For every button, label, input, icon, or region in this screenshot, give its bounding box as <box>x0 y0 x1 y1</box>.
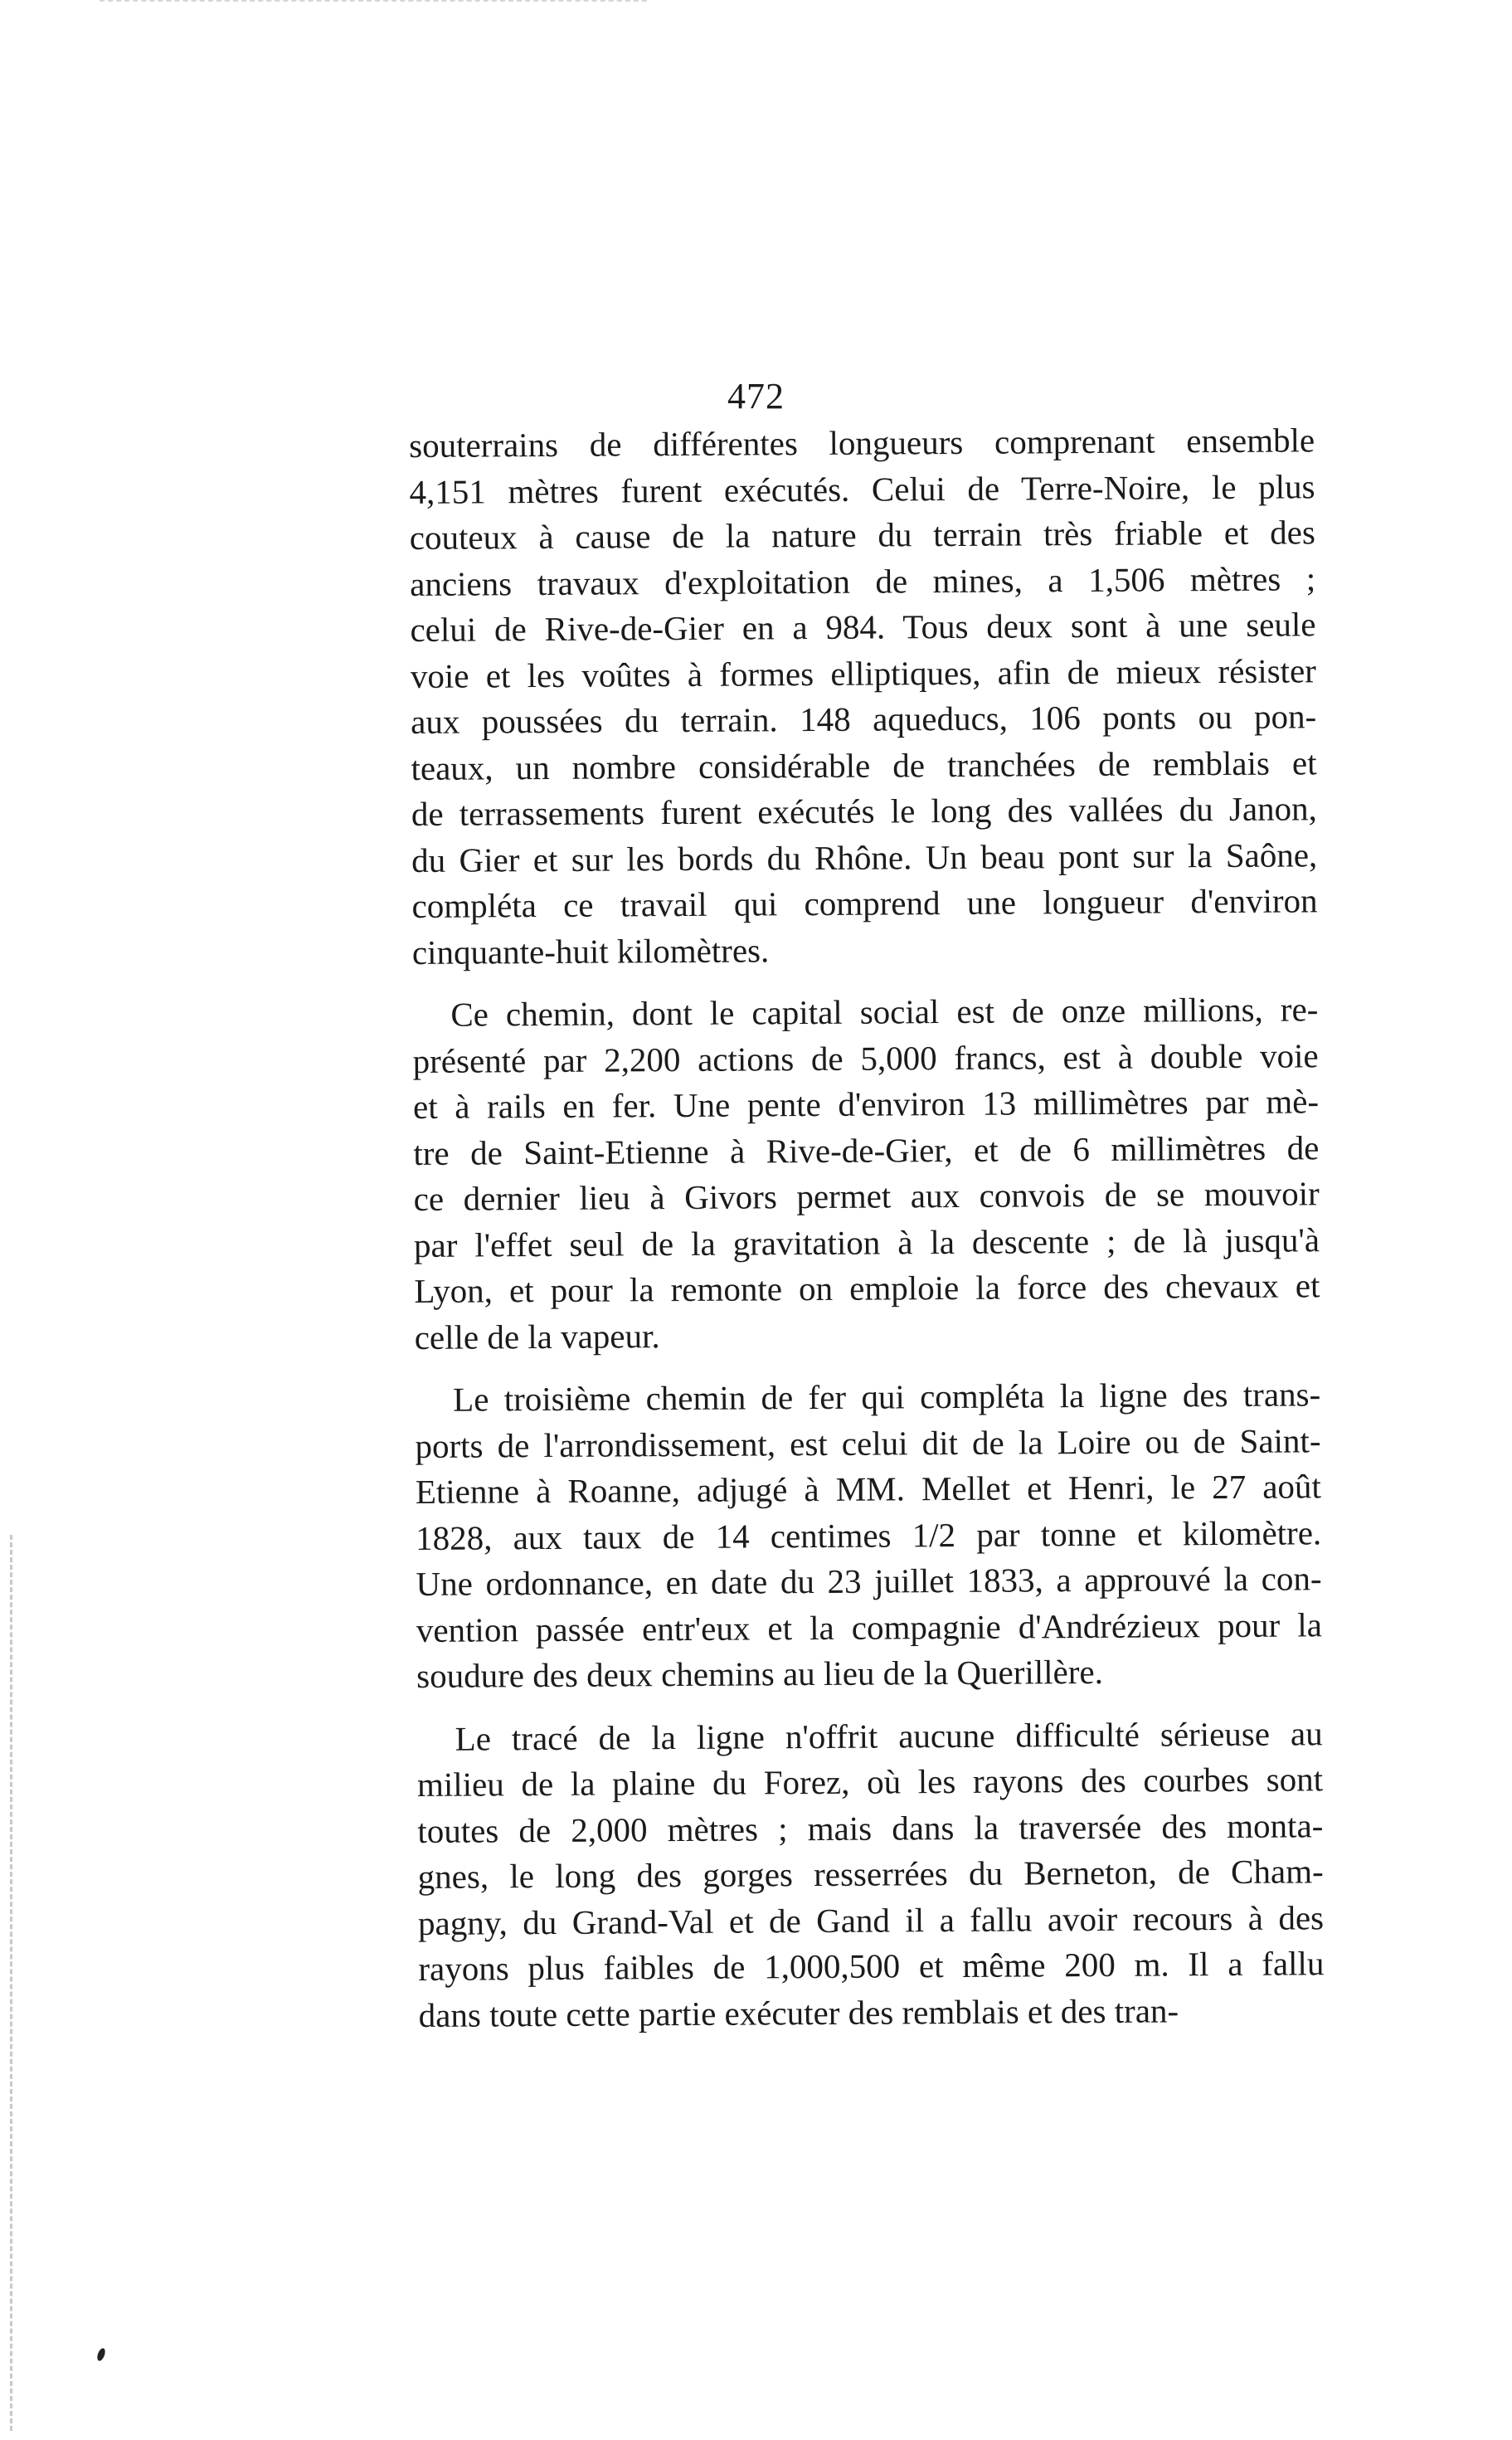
text-line: dans toute cette partie exécuter des remblais et des tran- <box>418 1990 1179 2034</box>
text-line: Une ordonnance, en date du 23 juillet 1833, a approuvé la con- <box>416 1559 1322 1603</box>
text-line: ce dernier lieu à Givors permet aux convois de se mouvoir <box>413 1174 1320 1218</box>
text-line: du Gier et sur les bords du Rhône. Un beau pont sur la Saône, <box>411 835 1318 879</box>
text-line: 4,151 mètres furent exécutés. Celui de Terre-Noire, le plus <box>409 466 1315 511</box>
paragraph <box>412 986 1320 1361</box>
text-line: celui de Rive-de-Gier en a 984. Tous deux sont à une seule <box>410 605 1316 649</box>
text-line: par l'effet seul de la gravitation à la descente ; de là jusqu'à <box>413 1220 1320 1264</box>
text-line: voie et les voûtes à formes elliptiques, afin de mieux résister <box>410 650 1316 695</box>
text-line: soudure des deux chemins au lieu de la Querillère. <box>416 1652 1104 1695</box>
scan-edge-artifact <box>100 0 647 7</box>
text-line: pagny, du Grand-Val et de Gand il a fallu avoir recours à des <box>417 1897 1325 1942</box>
body-text <box>409 417 1325 2038</box>
text-line: rayons plus faibles de 1,000,500 et même 200 m. Il a fallu <box>418 1944 1325 1988</box>
text-line: vention passée entr'eux et la compagnie d'Andrézieux pour la <box>416 1605 1323 1649</box>
text-line: Lyon, et pour la remonte on emploie la force des chevaux et <box>414 1266 1320 1310</box>
text-line: teaux, un nombre considérable de tranchées de remblais et <box>411 743 1317 787</box>
scan-margin-artifact <box>10 1535 15 2431</box>
text-line: de terrassements furent exécutés le long des vallées du Janon, <box>411 789 1317 833</box>
text-line: aux poussées du terrain. 148 aqueducs, 106 ponts ou pon- <box>411 697 1317 741</box>
text-line: ports de l'arrondissement, est celui dit de la Loire ou de Saint- <box>415 1420 1321 1465</box>
text-line: couteux à cause de la nature du terrain très friable et des <box>409 513 1315 557</box>
text-line: 1828, aux taux de 14 centimes 1/2 par tonne et kilomètre. <box>416 1512 1322 1557</box>
page-number: 472 <box>727 376 785 416</box>
text-line: gnes, le long des gorges resserrées du Berneton, de Cham- <box>417 1852 1324 1896</box>
paragraph <box>409 417 1318 976</box>
text-line: souterrains de différentes longueurs comprenant ensemble <box>409 421 1315 465</box>
text-line: milieu de la plaine du Forez, où les rayons des courbes sont <box>416 1760 1324 1804</box>
paragraph <box>417 1711 1325 2038</box>
ink-speck <box>96 2347 107 2362</box>
text-line: toutes de 2,000 mètres ; mais dans la traversée des monta- <box>417 1805 1324 1850</box>
text-line: Le troisième chemin de fer qui compléta la ligne des trans- <box>453 1375 1321 1419</box>
text-line: et à rails en fer. Une pente d'environ 13 millimètres par mè- <box>412 1082 1320 1126</box>
text-line: celle de la vapeur. <box>414 1316 660 1356</box>
text-line: tre de Saint-Etienne à Rive-de-Gier, et de 6 millimètres de <box>413 1127 1320 1172</box>
text-line: cinquante-huit kilomètres. <box>411 930 770 972</box>
text-line: présenté par 2,200 actions de 5,000 francs, est à double voie <box>412 1035 1319 1080</box>
text-line: Le tracé de la ligne n'offrit aucune difficulté sérieuse au <box>455 1713 1323 1758</box>
text-line: anciens travaux d'exploitation de mines, a 1,506 mètres ; <box>410 558 1316 603</box>
text-line: compléta ce travail qui comprend une longueur d'environ <box>411 881 1318 925</box>
paragraph <box>415 1371 1322 1699</box>
text-line: Etienne à Roanne, adjugé à MM. Mellet et Henri, le 27 août <box>415 1467 1321 1511</box>
text-line: Ce chemin, dont le capital social est de onze millions, re- <box>450 990 1319 1034</box>
